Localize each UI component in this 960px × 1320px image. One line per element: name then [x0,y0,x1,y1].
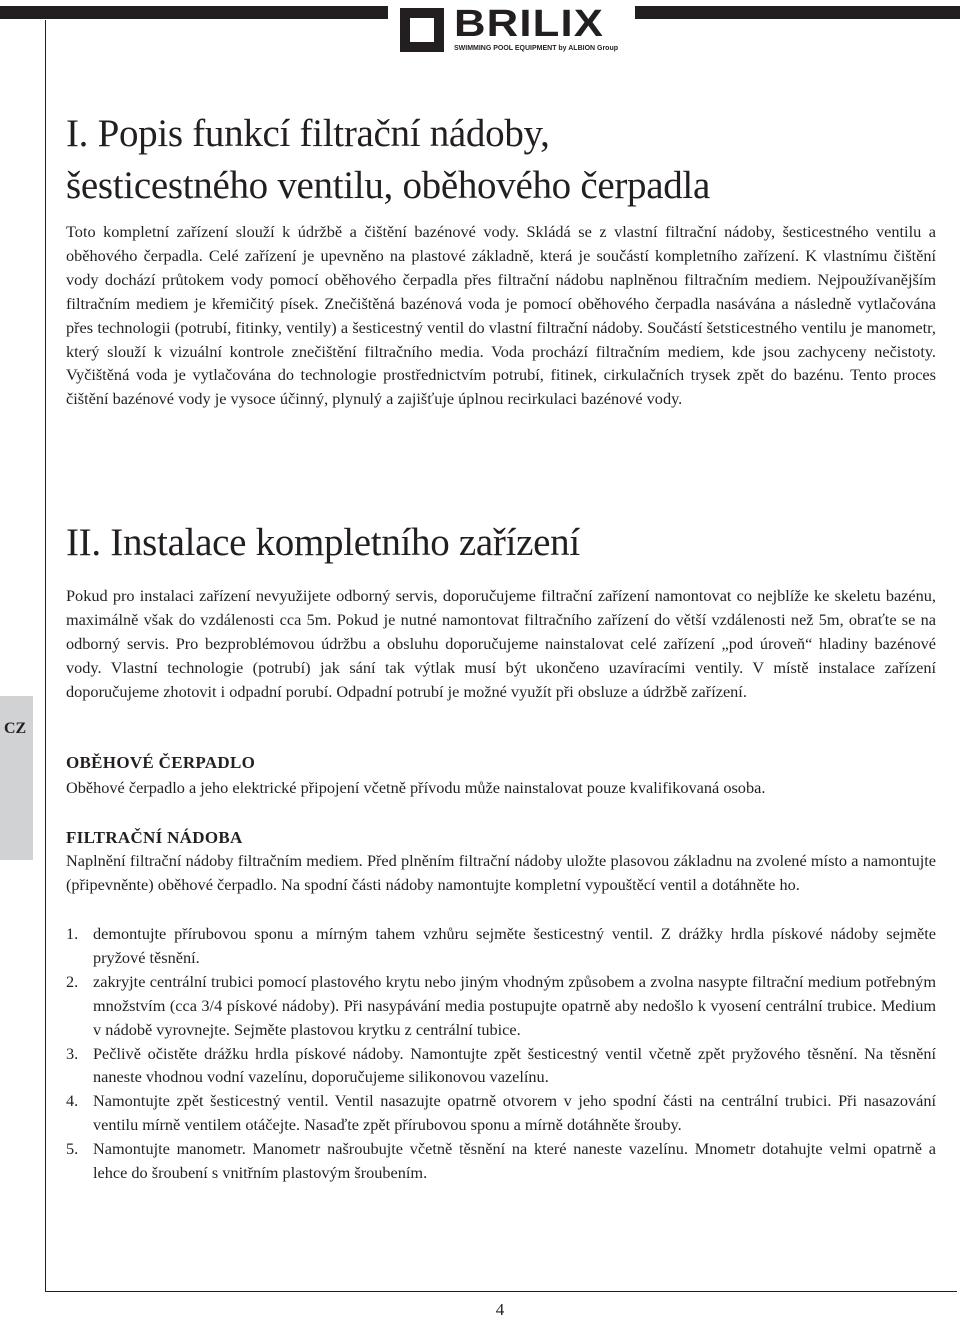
list-item [66,1042,936,1090]
step-text: Pečlivě očistěte drážku hrdla pískové nádoby. Namontujte zpět šesticestný ventil včetně zpět pryžového těsnění. Na těsnění naneste vhodnou vodní vazelínu, doporučujeme silikonovou vazelínu. [93,1043,936,1087]
pump-heading: OBĚHOVÉ ČERPADLO [66,753,256,772]
page-number: 4 [495,1300,505,1319]
section-2-title: II. Instalace kompletního zařízení [66,521,580,564]
language-label: CZ [4,720,27,737]
list-item [66,970,936,1042]
section-1-title-line2: šesticestného ventilu, oběhového čerpadla [66,164,710,207]
list-item [66,1137,936,1185]
step-number: 2. [66,971,79,991]
pump-text: Oběhové čerpadlo a jeho elektrické připojení včetně přívodu může nainstalovat pouze kvalifikovaná osoba. [66,778,766,797]
installation-steps [66,922,936,1185]
section-1-title [66,108,936,212]
logo-tagline: SWIMMING POOL EQUIPMENT by ALBION Group [454,43,619,52]
logo-wordmark: BRILIX [454,3,604,45]
filter-text: Naplnění filtrační nádoby filtračním mediem. Před plněním filtrační nádoby uložte plasovou základnu na zvolené místo a namontujte (připevněnte) oběhové čerpadlo. Na spodní části nádoby namontujte kompletní vypouštěcí ventil a dotáhněte ho. [66,851,936,894]
step-number: 5. [66,1139,79,1159]
step-number: 1. [66,924,79,943]
header-rule-right [635,6,960,19]
section-1-paragraph: Toto kompletní zařízení slouží k údržbě a čištění bazénové vody. Skládá se z vlastní filtrační nádoby, šesticestného ventilu a oběhového čerpadla. Celé zařízení je upevněno na plastové základně, která je součástí kompletního zařízení. K vlastnímu čištění vody dochází průtokem vody pomocí oběhového čerpadla přes filtrační nádobu naplněnou filtračním mediem. Nejpoužívanějším filtračním mediem je křemičitý písek. Znečištěná bazénová voda je pomocí oběhového čerpadla nasávána a následně vytlačována přes technologii (potrubí, fitinky, ventily) a šesticestný ventil do vlastní filtrační nádoby. Součástí šetsticestného ventilu je manometr, který slouží k vizuální kontrole znečištění filtračního media. Voda prochází filtračním mediem, kde jsou zachyceny nečistoty. Vyčištěná voda je vytlačována do technologie prostřednictvím potrubí, fitinek, cirkulačních trysek zpět do bazénu. Tento proces čištění bazénové vody je vysoce účinný, plynulý a zajišťuje úplnou recirkulaci bazénové vody. [66,222,936,409]
header-rule-left [0,6,388,19]
step-number: 4. [66,1091,79,1111]
list-item [66,922,936,970]
list-item [66,1089,936,1137]
section-2-paragraph: Pokud pro instalaci zařízení nevyužijete odborný servis, doporučujeme filtrační zařízení namontovat co nejblíže ke skeletu bazénu, maximálně však do vzdálenosti cca 5m. Pokud je nutné namontovat filtračního zařízení do větší vzdálenosti než 5m, obraťte se na odborný servis. Pro bezproblémovou údržbu a obsluhu doporučujeme nainstalovat celé zařízení „pod úroveň“ hladiny bazénové vody. Vlastní technologie (potrubí) jak sání tak výtlak musí být ukončeno uzavíracími ventily. V místě instalace zařízení doporučujeme zhotovit i odpadní porubí. Odpadní potrubí je možné využít při obsluze a údržbě zařízení. [66,586,936,701]
step-text: zakryjte centrální trubici pomocí plastového krytu nebo jiným vhodným způsobem a zvolna nasypte filtrační medium potřebným množstvím (cca 3/4 pískové nádoby). Při nasypávání media postupujte opatrně aby nedošlo k vyosení centrální trubice. Medium v nádobě vyrovnejte. Sejměte plastovou krytku z centrální tubice. [93,971,936,1039]
section-1-title-line1: I. Popis funkcí filtrační nádoby, [66,112,550,155]
step-text: Namontujte manometr. Manometr našroubujte včetně těsnění na které naneste vazelínu. Mnometr dotahujte velmi opatrně a lehce do šroubení s vnitřním plastovým šroubením. [93,1139,936,1183]
step-text: demontujte přírubovou sponu a mírným tahem vzhůru sejměte šesticestný ventil. Z drážky hrdla pískové nádoby sejměte pryžové těsnění. [93,924,936,967]
filter-heading: FILTRAČNÍ NÁDOBA [66,828,243,847]
step-text: Namontujte zpět šesticestný ventil. Ventil nasazujte opatrně otvorem v jeho spodní části na centrální trubici. Při nasazování ventilu mírně ventilem otáčejte. Nasaďte zpět přírubovou sponu a mírně dotáhněte šrouby. [93,1091,936,1135]
step-number: 3. [66,1043,79,1063]
